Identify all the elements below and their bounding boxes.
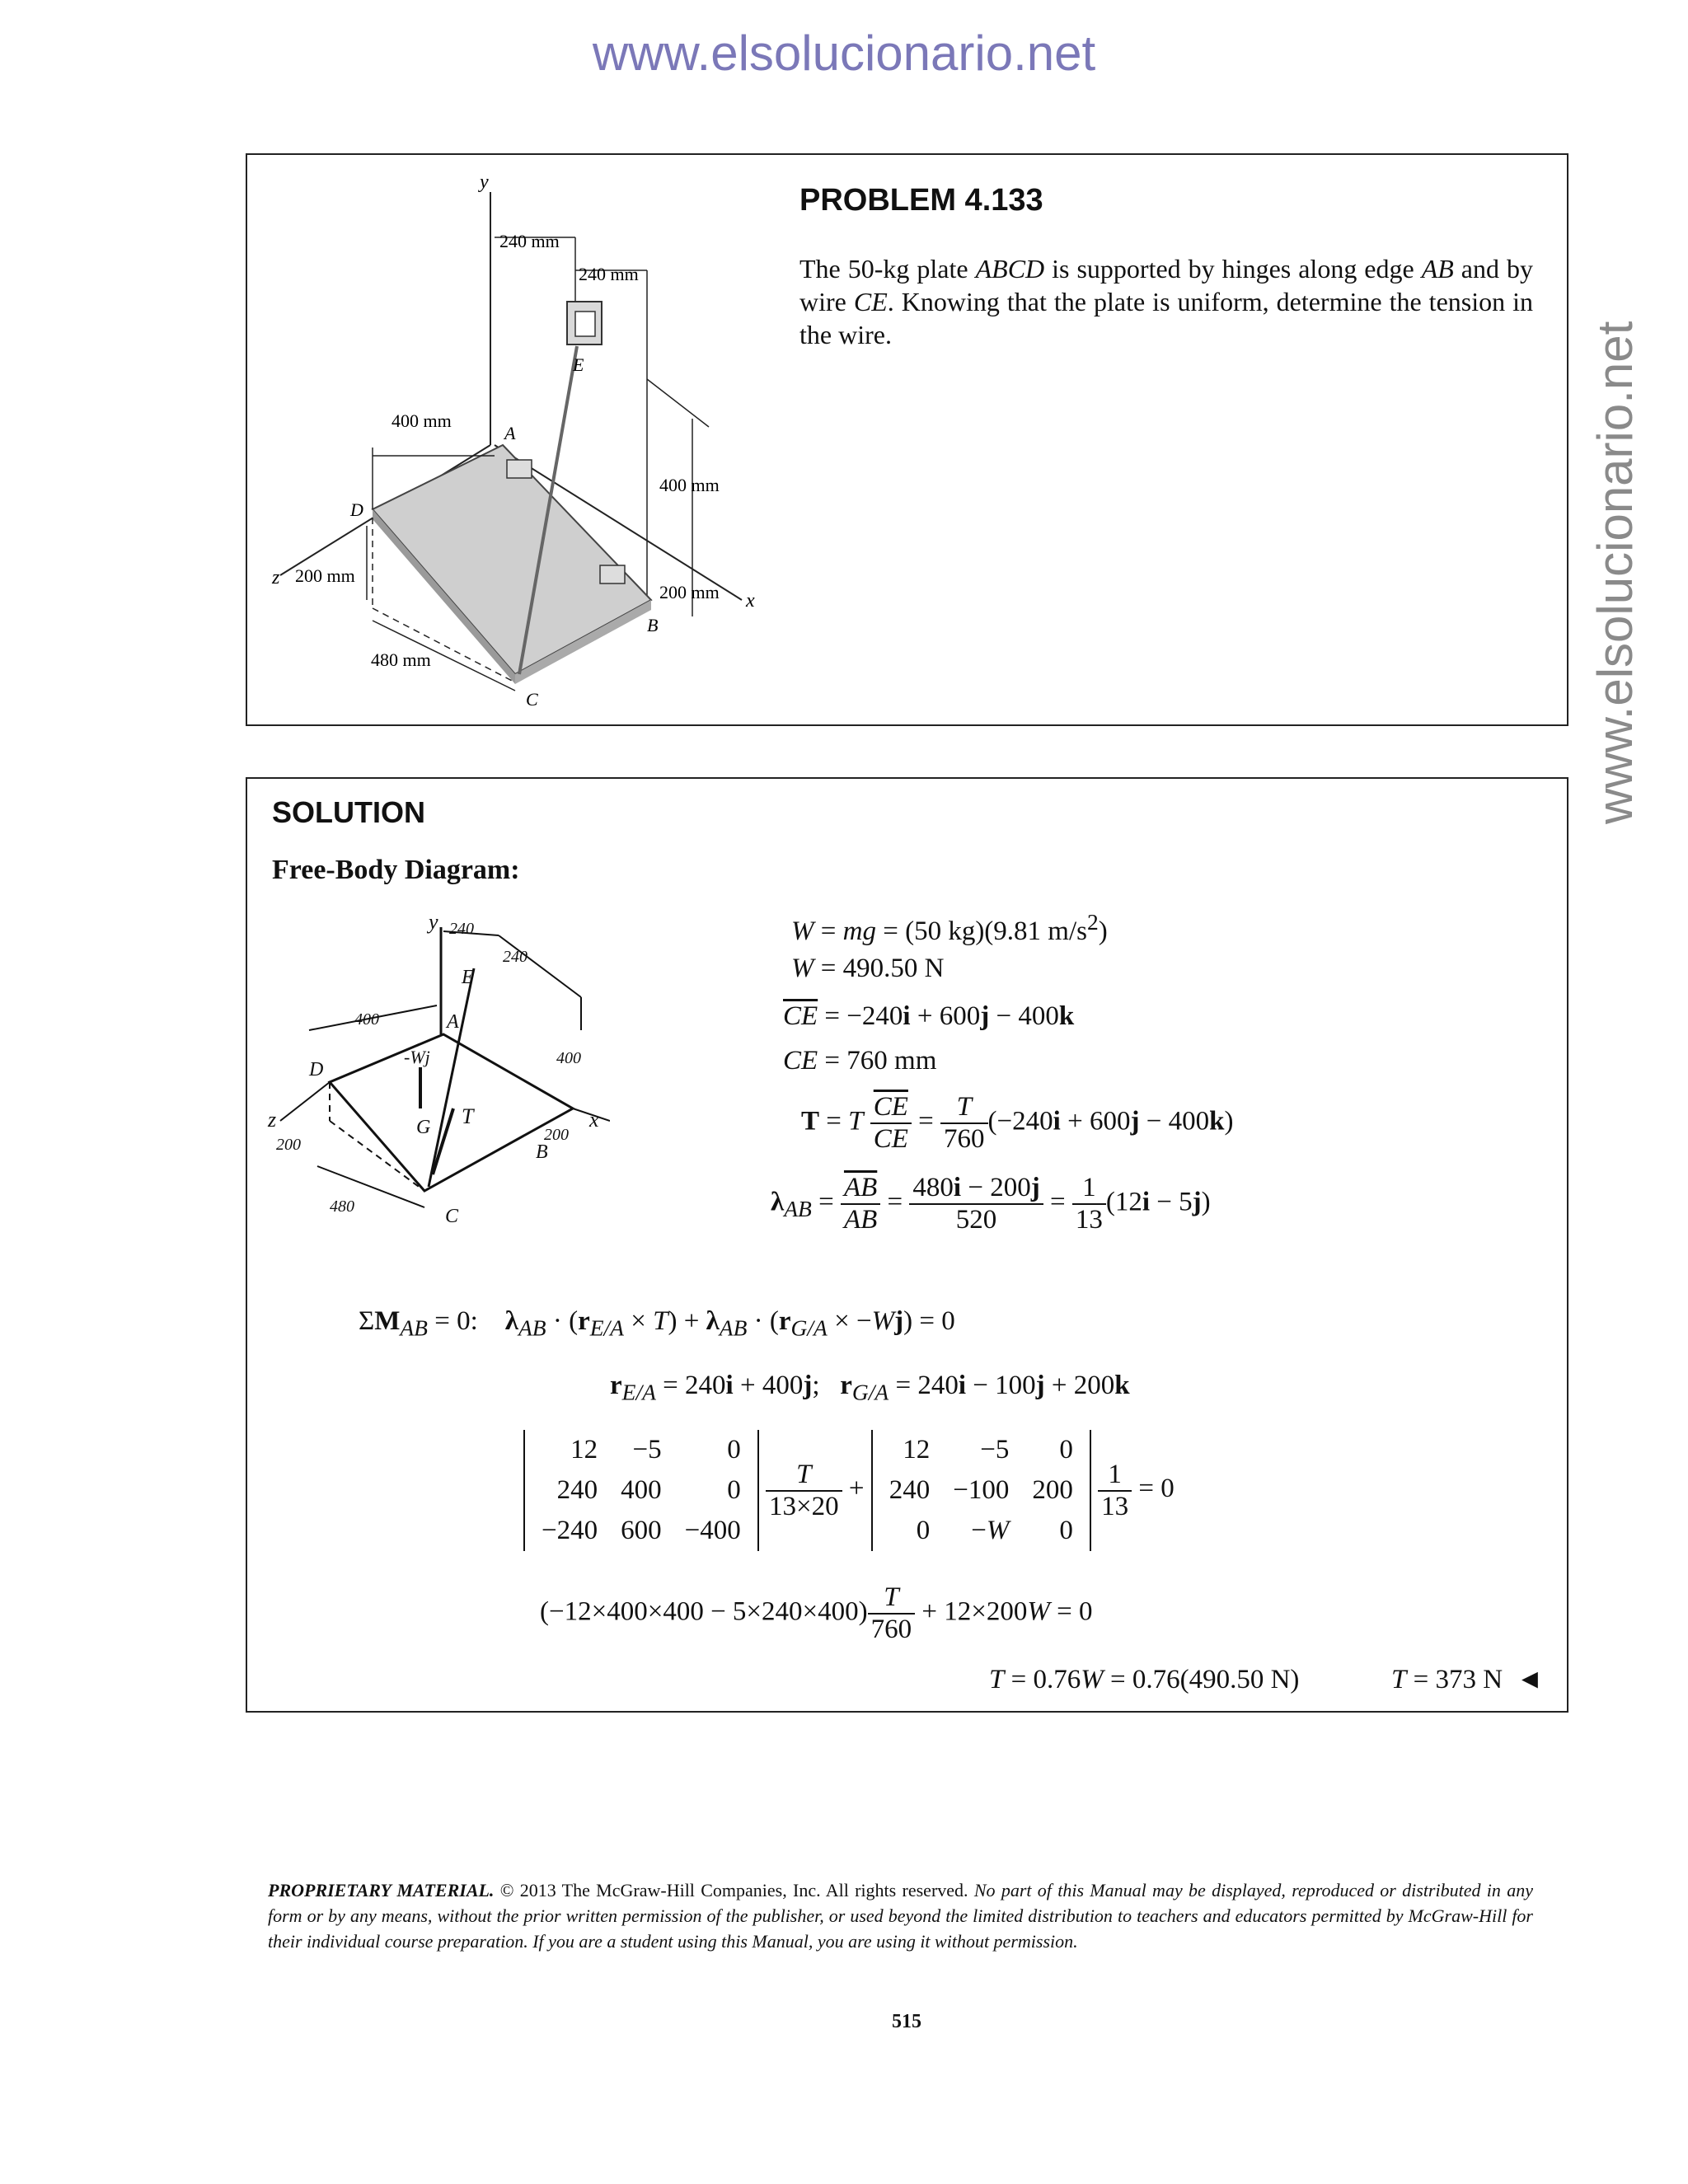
dim-200a: 200 mm bbox=[295, 565, 355, 586]
eq-weight: W = mg = (50 kg)(9.81 $m/s^2$) bbox=[791, 909, 1108, 946]
point-e: E bbox=[573, 354, 584, 375]
eq-expanded: (−12×400×400 − 5×240×400) $\frac{T}{760}$ + 12×200W = 0 bbox=[540, 1582, 1093, 1644]
point-a: A bbox=[504, 423, 516, 443]
eq-tension-vector: T = T $\frac{\overline{CE}}{CE}$ = $\frac{T}{760}$ (−240i + 600j − 400k) bbox=[801, 1092, 1234, 1154]
solution-title: SOLUTION bbox=[272, 795, 425, 829]
dim-240b: 240 mm bbox=[579, 264, 639, 284]
problem-title: PROBLEM 4.133 bbox=[799, 183, 1043, 218]
problem-figure bbox=[247, 155, 758, 728]
fbd-d: D bbox=[309, 1059, 324, 1080]
point-d: D bbox=[350, 499, 363, 520]
watermark-top: www.elsolucionario.net bbox=[592, 26, 1096, 81]
eq-result: T = 0.76W = 0.76(490.50 N) bbox=[989, 1665, 1300, 1694]
fbd-200a: 200 bbox=[276, 1136, 301, 1154]
free-body-diagram bbox=[264, 911, 610, 1257]
problem-statement: The 50-kg plate ABCD is supported by hinges along edge AB and by wire CE. Knowing that the plate is uniform, determine the tension in the wire. bbox=[799, 254, 1534, 349]
eq-determinants: 12 −5 0 240 400 0 −240 600 −400 $\frac{T}{13\times 20}$ + 12 −5 0 240 −100 200 0 −W 0 $\frac{1}{13}$ = 0 bbox=[523, 1430, 1175, 1551]
eq-lambda-ab: $\lambda_{AB}$ = $\frac{\overline{AB}}{AB}$ = $\frac{480i - 200j}{520}$ = $\frac{1}{13}$ (12i − 5j) bbox=[771, 1173, 1211, 1235]
fbd-e: E bbox=[462, 967, 474, 988]
fbd-480: 480 bbox=[330, 1197, 354, 1216]
eq-position-vectors: $r_{E/A} = 240i + 400j$; $r_{G/A} = 240i - 100j + 200k$ bbox=[610, 1371, 1130, 1405]
point-b: B bbox=[647, 615, 659, 635]
fbd-t: T bbox=[462, 1104, 474, 1128]
fbd-g: G bbox=[416, 1117, 431, 1138]
eq-ce-vector: $\overline{CE} = -240i + 600j - 400k$ bbox=[783, 1001, 1075, 1031]
dim-400b: 400 mm bbox=[659, 475, 720, 495]
axis-y: y bbox=[480, 171, 489, 193]
dim-480: 480 mm bbox=[371, 649, 431, 670]
fbd-a: A bbox=[447, 1011, 459, 1033]
fbd-400a: 400 bbox=[354, 1010, 379, 1029]
fbd-240a: 240 bbox=[449, 920, 474, 938]
fbd-wj: -Wj bbox=[404, 1047, 430, 1067]
eq-moment-sum: $\Sigma M_{AB} = 0$: $\lambda_{AB} \cdot (r_{E/A} \times T) + \lambda_{AB} \cdot (r_{G/A} \times -Wj) = 0$ bbox=[359, 1306, 955, 1341]
fbd-label: Free-Body Diagram: bbox=[272, 855, 520, 885]
footer-notice: PROPRIETARY MATERIAL. © 2013 The McGraw-Hill Companies, Inc. All rights reserved. No part of this Manual may be displayed, reproduced or distributed in any form or by any means, without the prior written permission of the publisher, or used beyond the limited distribution to teachers and educators permitted by McGraw-Hill for their individual course preparation. If you are a student using this Manual, you are using it without permission. bbox=[268, 1880, 1533, 1952]
fbd-c: C bbox=[445, 1206, 459, 1227]
fbd-x: x bbox=[589, 1108, 599, 1132]
axis-z: z bbox=[272, 567, 280, 588]
page-number: 515 bbox=[892, 2011, 921, 2032]
watermark-side: www.elsolucionario.net bbox=[1587, 321, 1643, 824]
fbd-b: B bbox=[536, 1141, 548, 1163]
dim-240a: 240 mm bbox=[499, 231, 560, 251]
point-c: C bbox=[526, 689, 538, 710]
answer-marker: ◄ bbox=[1516, 1665, 1544, 1694]
eq-weight-value: W = 490.50 N bbox=[791, 954, 945, 983]
axis-x: x bbox=[746, 590, 755, 612]
solution-box bbox=[246, 777, 1568, 1713]
dim-200b: 200 mm bbox=[659, 582, 720, 602]
fbd-240b: 240 bbox=[503, 948, 528, 966]
eq-ce-length: CE = 760 mm bbox=[783, 1046, 937, 1076]
problem-box bbox=[246, 153, 1568, 726]
final-answer: T = 373 N ◄ bbox=[1391, 1665, 1544, 1694]
fbd-200b: 200 bbox=[544, 1126, 569, 1144]
dim-400a: 400 mm bbox=[392, 410, 452, 431]
fbd-400b: 400 bbox=[556, 1049, 581, 1067]
fbd-y: y bbox=[429, 911, 438, 934]
fbd-z: z bbox=[268, 1108, 277, 1132]
